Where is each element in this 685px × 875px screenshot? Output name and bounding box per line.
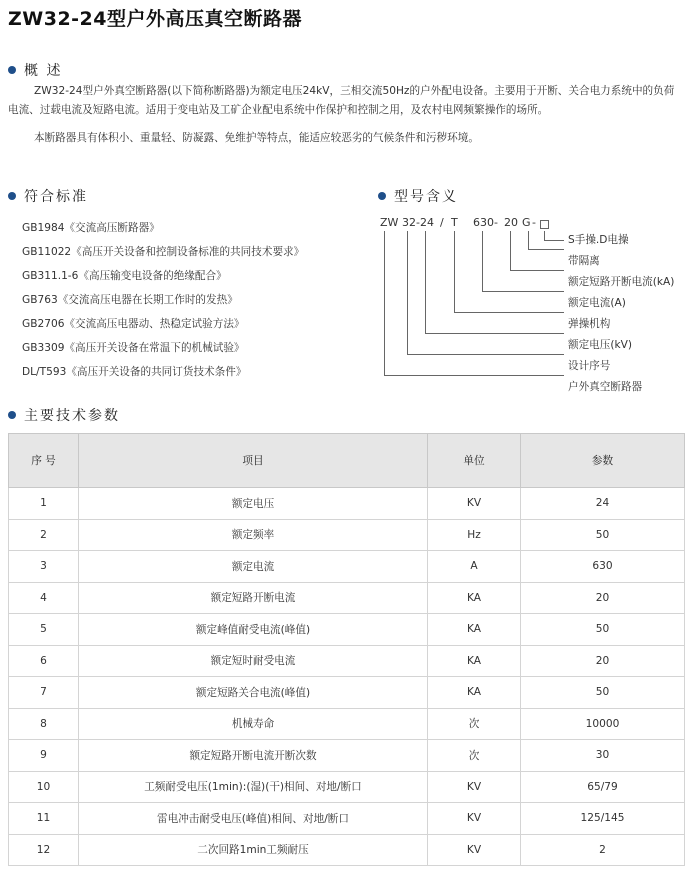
cell-unit: 次 [428, 708, 521, 740]
cell-item: 额定电压 [79, 488, 428, 520]
connector-line [482, 291, 564, 292]
cell-item: 额定短时耐受电流 [79, 645, 428, 677]
cell-unit: KV [428, 803, 521, 835]
cell-value: 20 [521, 645, 685, 677]
header-value: 参数 [521, 434, 685, 488]
standard-item: GB2706《交流高压电器动、热稳定试验方法》 [22, 318, 245, 330]
cell-item: 二次回路1min工频耐压 [79, 834, 428, 866]
code-placeholder-box [540, 220, 549, 229]
table-row [9, 551, 685, 583]
table-row [9, 834, 685, 866]
model-heading: 型号含义 [378, 186, 458, 206]
table-header-row [9, 434, 685, 488]
table-row [9, 803, 685, 835]
connector-line [454, 312, 564, 313]
cell-item: 工频耐受电压(1min):(湿)(干)相间、对地/断口 [79, 771, 428, 803]
cell-unit: A [428, 551, 521, 583]
connector-line [407, 231, 408, 354]
cell-unit: 次 [428, 740, 521, 772]
standard-item: GB311.1-6《高压输变电设备的绝缘配合》 [22, 270, 227, 282]
code-part-zw: ZW [380, 216, 399, 229]
cell-item: 额定短路开断电流开断次数 [79, 740, 428, 772]
model-meaning: 带隔离 [568, 255, 600, 267]
cell-unit: KA [428, 582, 521, 614]
bullet-icon [8, 66, 16, 74]
table-row [9, 519, 685, 551]
header-unit: 单位 [428, 434, 521, 488]
connector-line [482, 231, 483, 291]
table-row [9, 614, 685, 646]
params-table [8, 433, 685, 866]
cell-unit: KV [428, 488, 521, 520]
cell-index: 7 [9, 677, 79, 709]
cell-unit: KV [428, 834, 521, 866]
cell-item: 额定短路开断电流 [79, 582, 428, 614]
table-row [9, 645, 685, 677]
cell-value: 50 [521, 614, 685, 646]
cell-value: 125/145 [521, 803, 685, 835]
cell-unit: KV [428, 771, 521, 803]
table-row [9, 488, 685, 520]
connector-line [544, 240, 564, 241]
table-row [9, 677, 685, 709]
page-title: ZW32-24型户外高压真空断路器 [8, 8, 303, 30]
code-part-24: -24 [416, 216, 434, 229]
cell-unit: KA [428, 645, 521, 677]
code-part-g: G [522, 216, 531, 229]
standard-item: GB1984《交流高压断路器》 [22, 222, 160, 234]
connector-line [510, 231, 511, 270]
table-row [9, 582, 685, 614]
standard-item: GB3309《高压开关设备在常温下的机械试验》 [22, 342, 245, 354]
overview-paragraph-2: 本断路器具有体积小、重量轻、防凝露、免维护等特点，能适应较恶劣的气候条件和污秽环境。 [34, 132, 479, 144]
cell-value: 2 [521, 834, 685, 866]
table-row [9, 771, 685, 803]
connector-line [407, 354, 564, 355]
cell-unit: KA [428, 614, 521, 646]
cell-index: 11 [9, 803, 79, 835]
connector-line [425, 333, 564, 334]
bullet-icon [378, 192, 386, 200]
standard-item: GB763《交流高压电器在长期工作时的发热》 [22, 294, 238, 306]
cell-index: 8 [9, 708, 79, 740]
cell-index: 2 [9, 519, 79, 551]
model-code-diagram [378, 216, 683, 391]
model-meaning: 额定短路开断电流(kA) [568, 276, 675, 288]
connector-line [425, 231, 426, 333]
cell-item: 额定峰值耐受电流(峰值) [79, 614, 428, 646]
connector-line [510, 270, 564, 271]
connector-line [384, 375, 564, 376]
standards-list [22, 216, 304, 384]
model-meaning: 弹操机构 [568, 318, 611, 330]
cell-index: 4 [9, 582, 79, 614]
header-index: 序 号 [9, 434, 79, 488]
code-part-20: 20 [504, 216, 518, 229]
model-meaning: 额定电压(kV) [568, 339, 633, 351]
cell-value: 20 [521, 582, 685, 614]
model-meaning: S手操.D电操 [568, 234, 629, 246]
params-heading: 主要技术参数 [8, 405, 120, 425]
code-part-630: 630 [473, 216, 494, 229]
overview-paragraph-1: ZW32-24型户外真空断路器(以下简称断路器)为额定电压24kV，三相交流50Hz的户外配电设备。主要用于开断、关合电力系统中的负荷电流、过载电流及短路电流。适用于变电站及工矿企业配电系统中作保护和控制之用，及农村电网频繁操作的场所。 [8, 85, 675, 116]
model-meaning: 设计序号 [568, 360, 611, 372]
standards-heading: 符合标准 [8, 186, 88, 206]
code-part-32: 32 [402, 216, 416, 229]
cell-item: 额定频率 [79, 519, 428, 551]
overview-heading: 概 述 [8, 60, 62, 80]
code-part-slash: / [440, 216, 444, 229]
cell-index: 9 [9, 740, 79, 772]
cell-index: 1 [9, 488, 79, 520]
cell-value: 24 [521, 488, 685, 520]
bullet-icon [8, 192, 16, 200]
connector-line [384, 231, 385, 375]
table-body [9, 488, 685, 866]
cell-value: 50 [521, 519, 685, 551]
model-meaning: 额定电流(A) [568, 297, 626, 309]
code-part-dash: - [494, 216, 498, 229]
cell-index: 10 [9, 771, 79, 803]
code-part-t: T [451, 216, 458, 229]
connector-line [528, 249, 564, 250]
table-row [9, 740, 685, 772]
cell-unit: Hz [428, 519, 521, 551]
connector-line [544, 231, 545, 240]
cell-value: 50 [521, 677, 685, 709]
cell-item: 额定电流 [79, 551, 428, 583]
model-meaning: 户外真空断路器 [568, 381, 643, 393]
standard-item: DL/T593《高压开关设备的共同订货技术条件》 [22, 366, 247, 378]
connector-line [528, 231, 529, 249]
cell-value: 65/79 [521, 771, 685, 803]
table-row [9, 708, 685, 740]
cell-unit: KA [428, 677, 521, 709]
cell-item: 机械寿命 [79, 708, 428, 740]
cell-value: 630 [521, 551, 685, 583]
cell-item: 额定短路关合电流(峰值) [79, 677, 428, 709]
bullet-icon [8, 411, 16, 419]
cell-index: 12 [9, 834, 79, 866]
header-item: 项目 [79, 434, 428, 488]
standard-item: GB11022《高压开关设备和控制设备标准的共同技术要求》 [22, 246, 305, 258]
connector-line [454, 231, 455, 312]
cell-index: 5 [9, 614, 79, 646]
cell-item: 雷电冲击耐受电压(峰值)相间、对地/断口 [79, 803, 428, 835]
cell-index: 6 [9, 645, 79, 677]
code-part-dash2: - [532, 216, 536, 229]
cell-value: 30 [521, 740, 685, 772]
cell-index: 3 [9, 551, 79, 583]
cell-value: 10000 [521, 708, 685, 740]
